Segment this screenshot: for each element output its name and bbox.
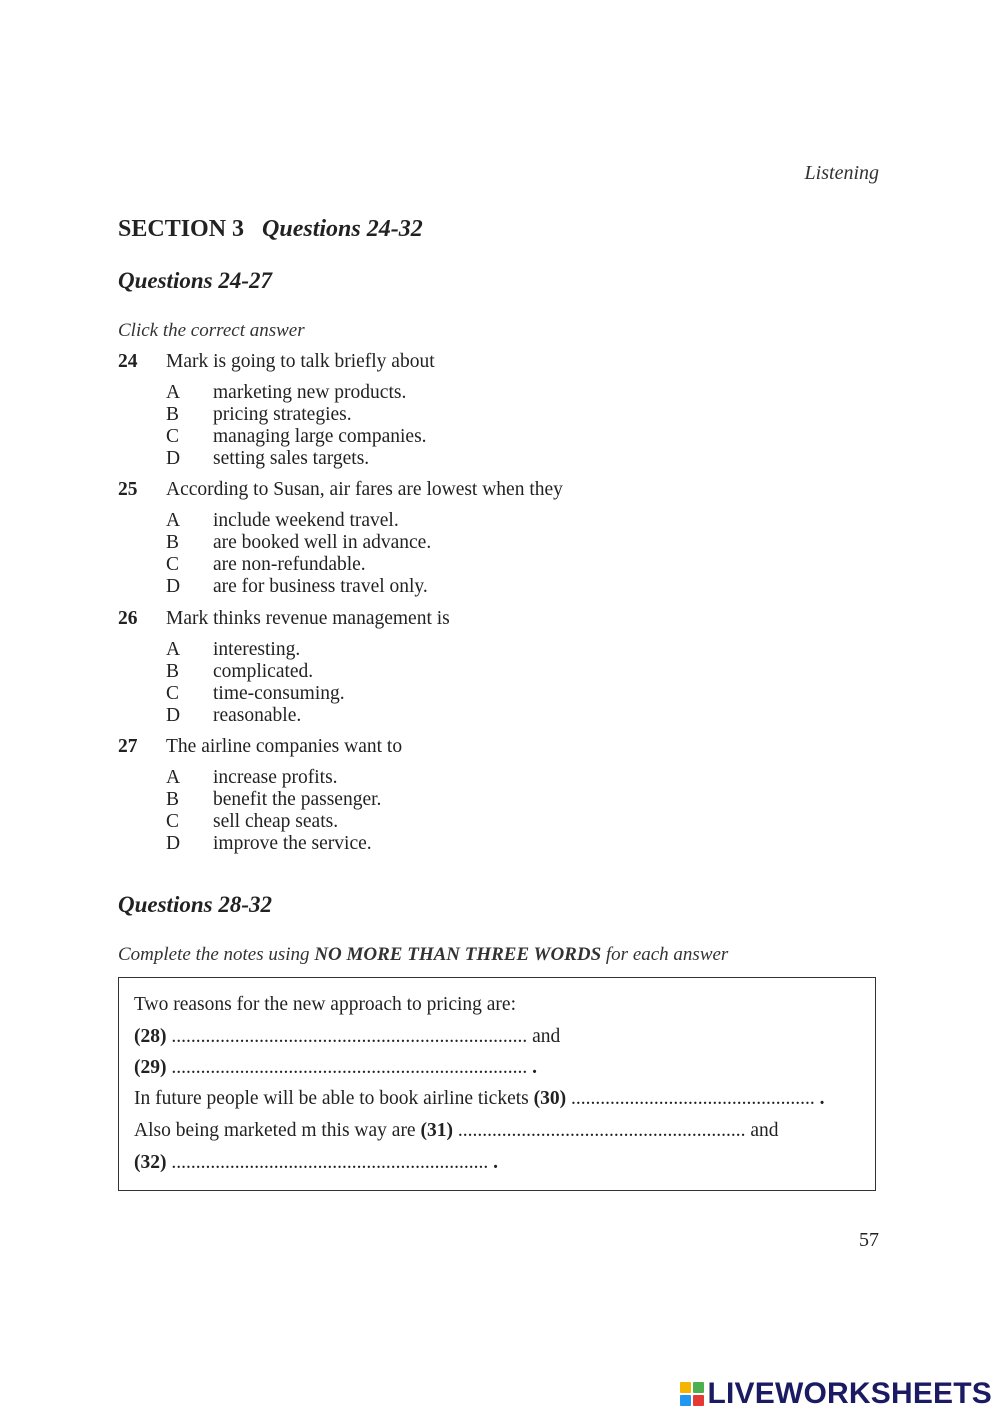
- answer-gap-31[interactable]: ...........................................................: [457, 1120, 746, 1141]
- question-stem: The airline companies want to: [166, 736, 403, 757]
- option-letter: B: [166, 789, 180, 810]
- liveworksheets-logo: [680, 1377, 993, 1411]
- part1-heading: Questions 24-27: [118, 268, 272, 293]
- option-27-a[interactable]: [166, 767, 402, 789]
- answer-gap-32[interactable]: .................................................................: [171, 1152, 489, 1173]
- option-text: increase profits.: [213, 767, 338, 788]
- question-stem: According to Susan, air fares are lowest when they: [166, 479, 563, 500]
- option-27-c[interactable]: [166, 811, 402, 833]
- answer-gap-30[interactable]: ..................................................: [571, 1088, 815, 1109]
- option-25-c[interactable]: [166, 554, 563, 576]
- option-letter: A: [166, 639, 181, 660]
- option-letter: C: [166, 426, 180, 447]
- gap-number-28: (28): [134, 1026, 167, 1047]
- answer-gap-28[interactable]: .........................................................................: [171, 1026, 528, 1047]
- option-letter: D: [166, 705, 181, 726]
- note-text: and: [532, 1026, 561, 1047]
- question-number: 25: [118, 479, 138, 500]
- option-26-a[interactable]: [166, 639, 450, 661]
- question-stem: Mark is going to talk briefly about: [166, 351, 435, 372]
- part1-instruction: Click the correct answer: [118, 320, 305, 341]
- option-text: are for business travel only.: [213, 576, 428, 597]
- option-27-b[interactable]: [166, 789, 402, 811]
- option-text: setting sales targets.: [213, 448, 370, 469]
- option-letter: C: [166, 683, 180, 704]
- question-number: 27: [118, 736, 138, 757]
- option-letter: A: [166, 510, 181, 531]
- question-number: 24: [118, 351, 138, 372]
- option-text: improve the service.: [213, 833, 372, 854]
- note-punctuation: .: [532, 1057, 537, 1078]
- gap-number-31: (31): [420, 1120, 453, 1141]
- option-letter: C: [166, 811, 180, 832]
- option-24-b[interactable]: [166, 404, 435, 426]
- option-letter: A: [166, 767, 181, 788]
- option-letter: D: [166, 448, 181, 469]
- option-text: benefit the passenger.: [213, 789, 382, 810]
- option-letter: A: [166, 382, 181, 403]
- gap-number-32: (32): [134, 1152, 167, 1173]
- note-line-29: [134, 1057, 537, 1079]
- option-26-b[interactable]: [166, 661, 450, 683]
- question-26: [118, 607, 450, 727]
- option-letter: B: [166, 404, 180, 425]
- instruction-text: for each answer: [601, 944, 729, 965]
- note-text: Also being marketed m this way are: [134, 1120, 421, 1141]
- option-text: are booked well in advance.: [213, 532, 432, 553]
- option-text: are non-refundable.: [213, 554, 366, 575]
- section-label: SECTION 3: [118, 216, 245, 242]
- page-header-label: Listening: [804, 162, 879, 184]
- option-25-b[interactable]: [166, 532, 563, 554]
- question-stem: Mark thinks revenue management is: [166, 608, 450, 629]
- notes-box: [118, 977, 876, 1191]
- page-number: 57: [859, 1229, 879, 1251]
- option-text: marketing new products.: [213, 382, 407, 403]
- option-24-c[interactable]: [166, 426, 435, 448]
- note-line-30: [134, 1088, 825, 1110]
- option-letter: C: [166, 554, 180, 575]
- note-line-28: [134, 1026, 560, 1048]
- instruction-text: Complete the notes using: [118, 944, 315, 965]
- option-letter: D: [166, 833, 181, 854]
- option-text: reasonable.: [213, 705, 302, 726]
- gap-number-29: (29): [134, 1057, 167, 1078]
- note-text: In future people will be able to book airline tickets: [134, 1088, 534, 1109]
- section-title: [118, 216, 423, 243]
- note-punctuation: .: [819, 1088, 825, 1109]
- option-text: sell cheap seats.: [213, 811, 339, 832]
- answer-gap-29[interactable]: .........................................................................: [171, 1057, 528, 1078]
- option-text: interesting.: [213, 639, 301, 660]
- note-line-31: [134, 1120, 779, 1142]
- option-letter: B: [166, 532, 180, 553]
- note-line-32: [134, 1152, 498, 1174]
- option-24-d[interactable]: [166, 448, 435, 470]
- option-25-a[interactable]: [166, 510, 563, 532]
- option-25-d[interactable]: [166, 576, 563, 598]
- option-26-d[interactable]: [166, 705, 450, 727]
- part2-instruction: [118, 944, 728, 966]
- option-text: time-consuming.: [213, 683, 345, 704]
- option-26-c[interactable]: [166, 683, 450, 705]
- question-24: [118, 350, 435, 470]
- option-text: managing large companies.: [213, 426, 427, 447]
- logo-brand-text: LIVEWORKSHEETS: [707, 1377, 992, 1410]
- option-letter: D: [166, 576, 181, 597]
- logo-squares-icon: [680, 1382, 704, 1406]
- note-punctuation: .: [493, 1152, 498, 1173]
- option-27-d[interactable]: [166, 833, 402, 855]
- option-text: complicated.: [213, 661, 314, 682]
- part2-heading: Questions 28-32: [118, 892, 272, 917]
- option-text: include weekend travel.: [213, 510, 399, 531]
- question-27: [118, 735, 402, 855]
- notes-intro: Two reasons for the new approach to pricing are:: [134, 994, 516, 1015]
- note-text: and: [750, 1120, 779, 1141]
- question-number: 26: [118, 608, 138, 629]
- option-text: pricing strategies.: [213, 404, 352, 425]
- question-25: [118, 478, 563, 598]
- instruction-emphasis: NO MORE THAN THREE WORDS: [314, 944, 602, 965]
- option-letter: B: [166, 661, 180, 682]
- section-questions-range: Questions 24-32: [262, 216, 423, 242]
- option-24-a[interactable]: [166, 382, 435, 404]
- gap-number-30: (30): [533, 1088, 567, 1109]
